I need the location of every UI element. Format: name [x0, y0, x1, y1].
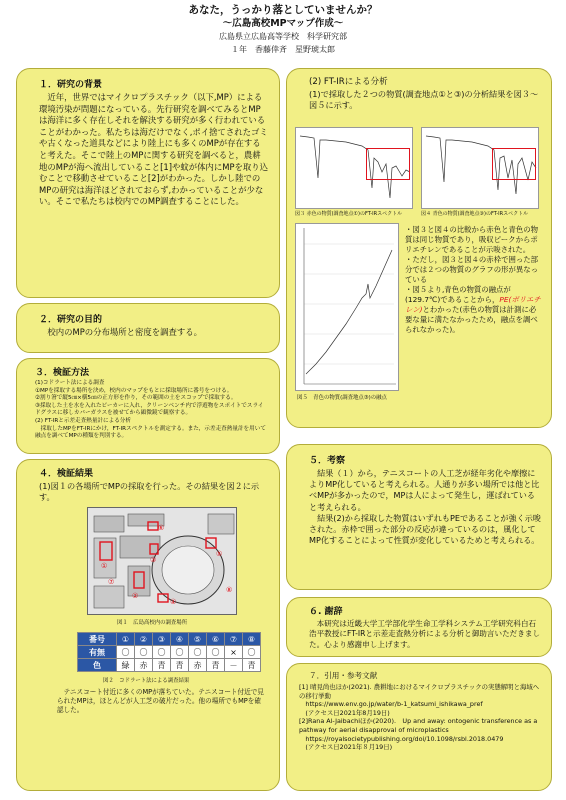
table-cell: ⑦: [225, 633, 243, 646]
table-cell: ⑤: [189, 633, 207, 646]
table-cell: 青: [207, 659, 225, 672]
section-title: ３．検証方法: [35, 368, 90, 378]
section-title: (2) FT-IRによる分析: [309, 77, 388, 87]
section-title: ７．引用・参考文献: [309, 671, 378, 680]
table-cell: ⑧: [243, 633, 261, 646]
finding-3-text: ・図５より,青色の物質の融点が(129.7℃)であることから，: [405, 285, 511, 304]
section-results: [16, 459, 280, 791]
section-title: ２．研究の目的: [39, 315, 103, 325]
svg-text:⑦: ⑦: [108, 578, 115, 586]
table-cell: ④: [171, 633, 189, 646]
section-acknowledgements: [286, 597, 552, 657]
table-cell: 青: [171, 659, 189, 672]
table-cell: 青: [153, 659, 171, 672]
table-cell: ×: [225, 646, 243, 659]
svg-text:③: ③: [150, 556, 157, 564]
table-row: [78, 646, 261, 659]
table-cell: 青: [243, 659, 261, 672]
table-cell: 赤: [189, 659, 207, 672]
finding-3: [405, 285, 541, 335]
table-row: [78, 633, 261, 646]
section-body: 結果（１）から，テニスコートの人工芝が経年劣化や摩擦によりMP化していると考えられる。人通りが多い場所では他と比べMPが多かったので，MPは人によって発生し，運ばれていると考えられる。 結果(2)から採取した物質はいずれもPEであることが強く示唆された。赤枠で囲った部分の反応が違っているのは，風化してMP化することによって性質が変化しているためと考えられる。: [309, 468, 541, 546]
results-intro: (1)図１の各場所でMPの採取を行った。その結果を図２に示す。: [39, 481, 260, 502]
ftir-findings: [405, 225, 541, 335]
table-cell: －: [225, 659, 243, 672]
section-title: １．研究の背景: [39, 80, 103, 90]
finding-3-tail: とわかった(赤色の物質は計測に必要な量に満たなかったため，融点を調べられなかった)。: [405, 305, 538, 334]
results-table: [77, 632, 261, 672]
fig3-spectrum: [295, 127, 413, 209]
dsc-plot: [296, 224, 398, 390]
section-body: 校内のMPの分布場所と密度を調査する。: [39, 327, 203, 337]
table-cell: 赤: [135, 659, 153, 672]
section-title: ６. 謝辞: [309, 607, 343, 617]
section-purpose: [16, 303, 280, 353]
svg-text:⑥: ⑥: [158, 524, 165, 532]
table-cell: 〇: [171, 646, 189, 659]
section-body: [1] 晴見尚也ほか(2021). 農耕地におけるマイクロプラスチックの実態解明と海域への移行挙動 https://www.env.go.jp/water/b-1_katsumi_ishikawa_pref (アクセス日2021年8月19日) [2]Rana Al-Jaibachiほか(2020). Up and away: ontogenic transference as a pathway for aerial disapproval of microplastics https://royalsocietypublishing.org/doi/10.1098/rsbl.2018.0479 (アクセス日2021年８月19日): [299, 683, 540, 752]
table-cell: 〇: [243, 646, 261, 659]
table-cell: ③: [153, 633, 171, 646]
section-references: [286, 663, 552, 791]
table-cell: 色: [78, 659, 117, 672]
svg-text:④: ④: [170, 598, 177, 606]
table-cell: 〇: [117, 646, 135, 659]
fig4-caption: 図４ 青色の物質(調査地点③)のFT-IRスペクトル: [421, 211, 529, 217]
table-cell: 〇: [207, 646, 225, 659]
campus-map-drawing: [88, 508, 237, 615]
section-title: ４．検証結果: [39, 469, 94, 479]
poster-title: あなた，うっかり落としていませんか？: [188, 4, 378, 16]
table-cell: ①: [117, 633, 135, 646]
section-method: [16, 358, 280, 454]
section-discussion: [286, 444, 552, 590]
author-names: １年 香藤倖斉 星野琥太郎: [231, 45, 335, 54]
table-row: [78, 659, 261, 672]
highlight-box: [366, 148, 410, 180]
poster-subtitle: ～広島高校MPマップ作成～: [222, 18, 344, 29]
section-body: 本研究は近畿大学工学部化学生命工学科システム工学研究科白石浩平教授にFT-IRと示差走査熱分析による分析と御助言いただきました。心より感謝申し上げます。: [309, 619, 541, 649]
school-name: 広島県立広島高等学校 科学研究部: [219, 32, 347, 41]
fig5-melting-point: [295, 223, 399, 391]
table-cell: 〇: [135, 646, 153, 659]
svg-text:⑤: ⑤: [216, 550, 223, 558]
campus-map: [87, 507, 237, 615]
section-title: ５．考察: [309, 456, 346, 466]
table-cell: 緑: [117, 659, 135, 672]
ftir-intro: (1)で採取した２つの物質(調査地点①と③)の分析結果を図３～図５に示す。: [309, 89, 539, 110]
fig4-spectrum: [421, 127, 539, 209]
fig2-caption: 図２ コドラート法による調査結果: [103, 678, 190, 684]
svg-text:⑧: ⑧: [226, 586, 233, 594]
table-cell: 〇: [153, 646, 171, 659]
section-body: (1)コドラート法による調査 ①MPを採取する場所を決め，校内のマップをもとに採取場所に番号をつける。 ②割り箸で縦5㎝×横5㎝の正方形を作り，その範囲の土をスコップで採取する。 ③採取した土を水を入れたビーカーに入れ，クリーンベンチ内で浮遊物をスポイトでスライドグラスに移しカバーガラスを被せてから顕微鏡で観察する。 (2) FT-IRと示差走査熱量計による分析 採取したMPをFT-IRにかけ，FT-IRスペクトルを測定する。また，示差走査熱量計を用いて融点を調べてMPの種類を判別する。: [35, 380, 266, 440]
finding-2: ・ただし，図３と図４の赤枠で囲った部分では２つの物質のグラフの形が異なっている: [405, 255, 539, 284]
table-cell: 有無: [78, 646, 117, 659]
highlight-box: [492, 148, 536, 180]
table-cell: ⑥: [207, 633, 225, 646]
svg-text:①: ①: [101, 562, 108, 570]
section-background: [16, 68, 280, 298]
svg-text:②: ②: [132, 592, 139, 600]
fig3-caption: 図３ 赤色の物質(調査地点①)のFT-IRスペクトル: [295, 211, 403, 217]
section-ftir: [286, 68, 552, 428]
results-footer: テニスコート付近に多くのMPが落ちていた。テニスコート付近で見られたMPは，ほとんどが人工芝の破片だった。他の場所でもMPを確認した。: [57, 688, 264, 714]
section-body: 近年，世界ではマイクロプラスチック（以下,MP）による環境汚染が問題になっている。先行研究を調べてみるとMPは海洋に多く存在しそれを解決する研究が多く行われていることがわかった。私たちは海だけでなく,ポイ捨てされたゴミや古くなった道具などにより陸上にも多くのMPが存在すると考えた。そこで陸上のMPに関する研究を調べると，農耕地のMPが海へ流出していること[1]や蚊が体内にMPを取り込むことで移動させていること[2]がわかった。しかし陸でのMPの研究は海洋ほどされておらず,わかっていることが少ない。そこで私たちは校内でのMP調査することにした。: [39, 92, 269, 207]
table-cell: 〇: [189, 646, 207, 659]
pe-highlight: PE(ポリエチレン): [405, 295, 541, 314]
table-cell: ②: [135, 633, 153, 646]
fig5-caption: 図５ 青色の物質(調査地点③)の融点: [297, 395, 387, 401]
finding-1: ・図３と図４の比較から赤色と青色の物質は同じ物質であり，吸収ピークからポリエチレンであることが示唆された。: [405, 225, 539, 254]
table-cell: 番号: [78, 633, 117, 646]
poster-header: [0, 4, 566, 56]
fig1-caption: 図１ 広島高校内の調査場所: [117, 620, 188, 626]
